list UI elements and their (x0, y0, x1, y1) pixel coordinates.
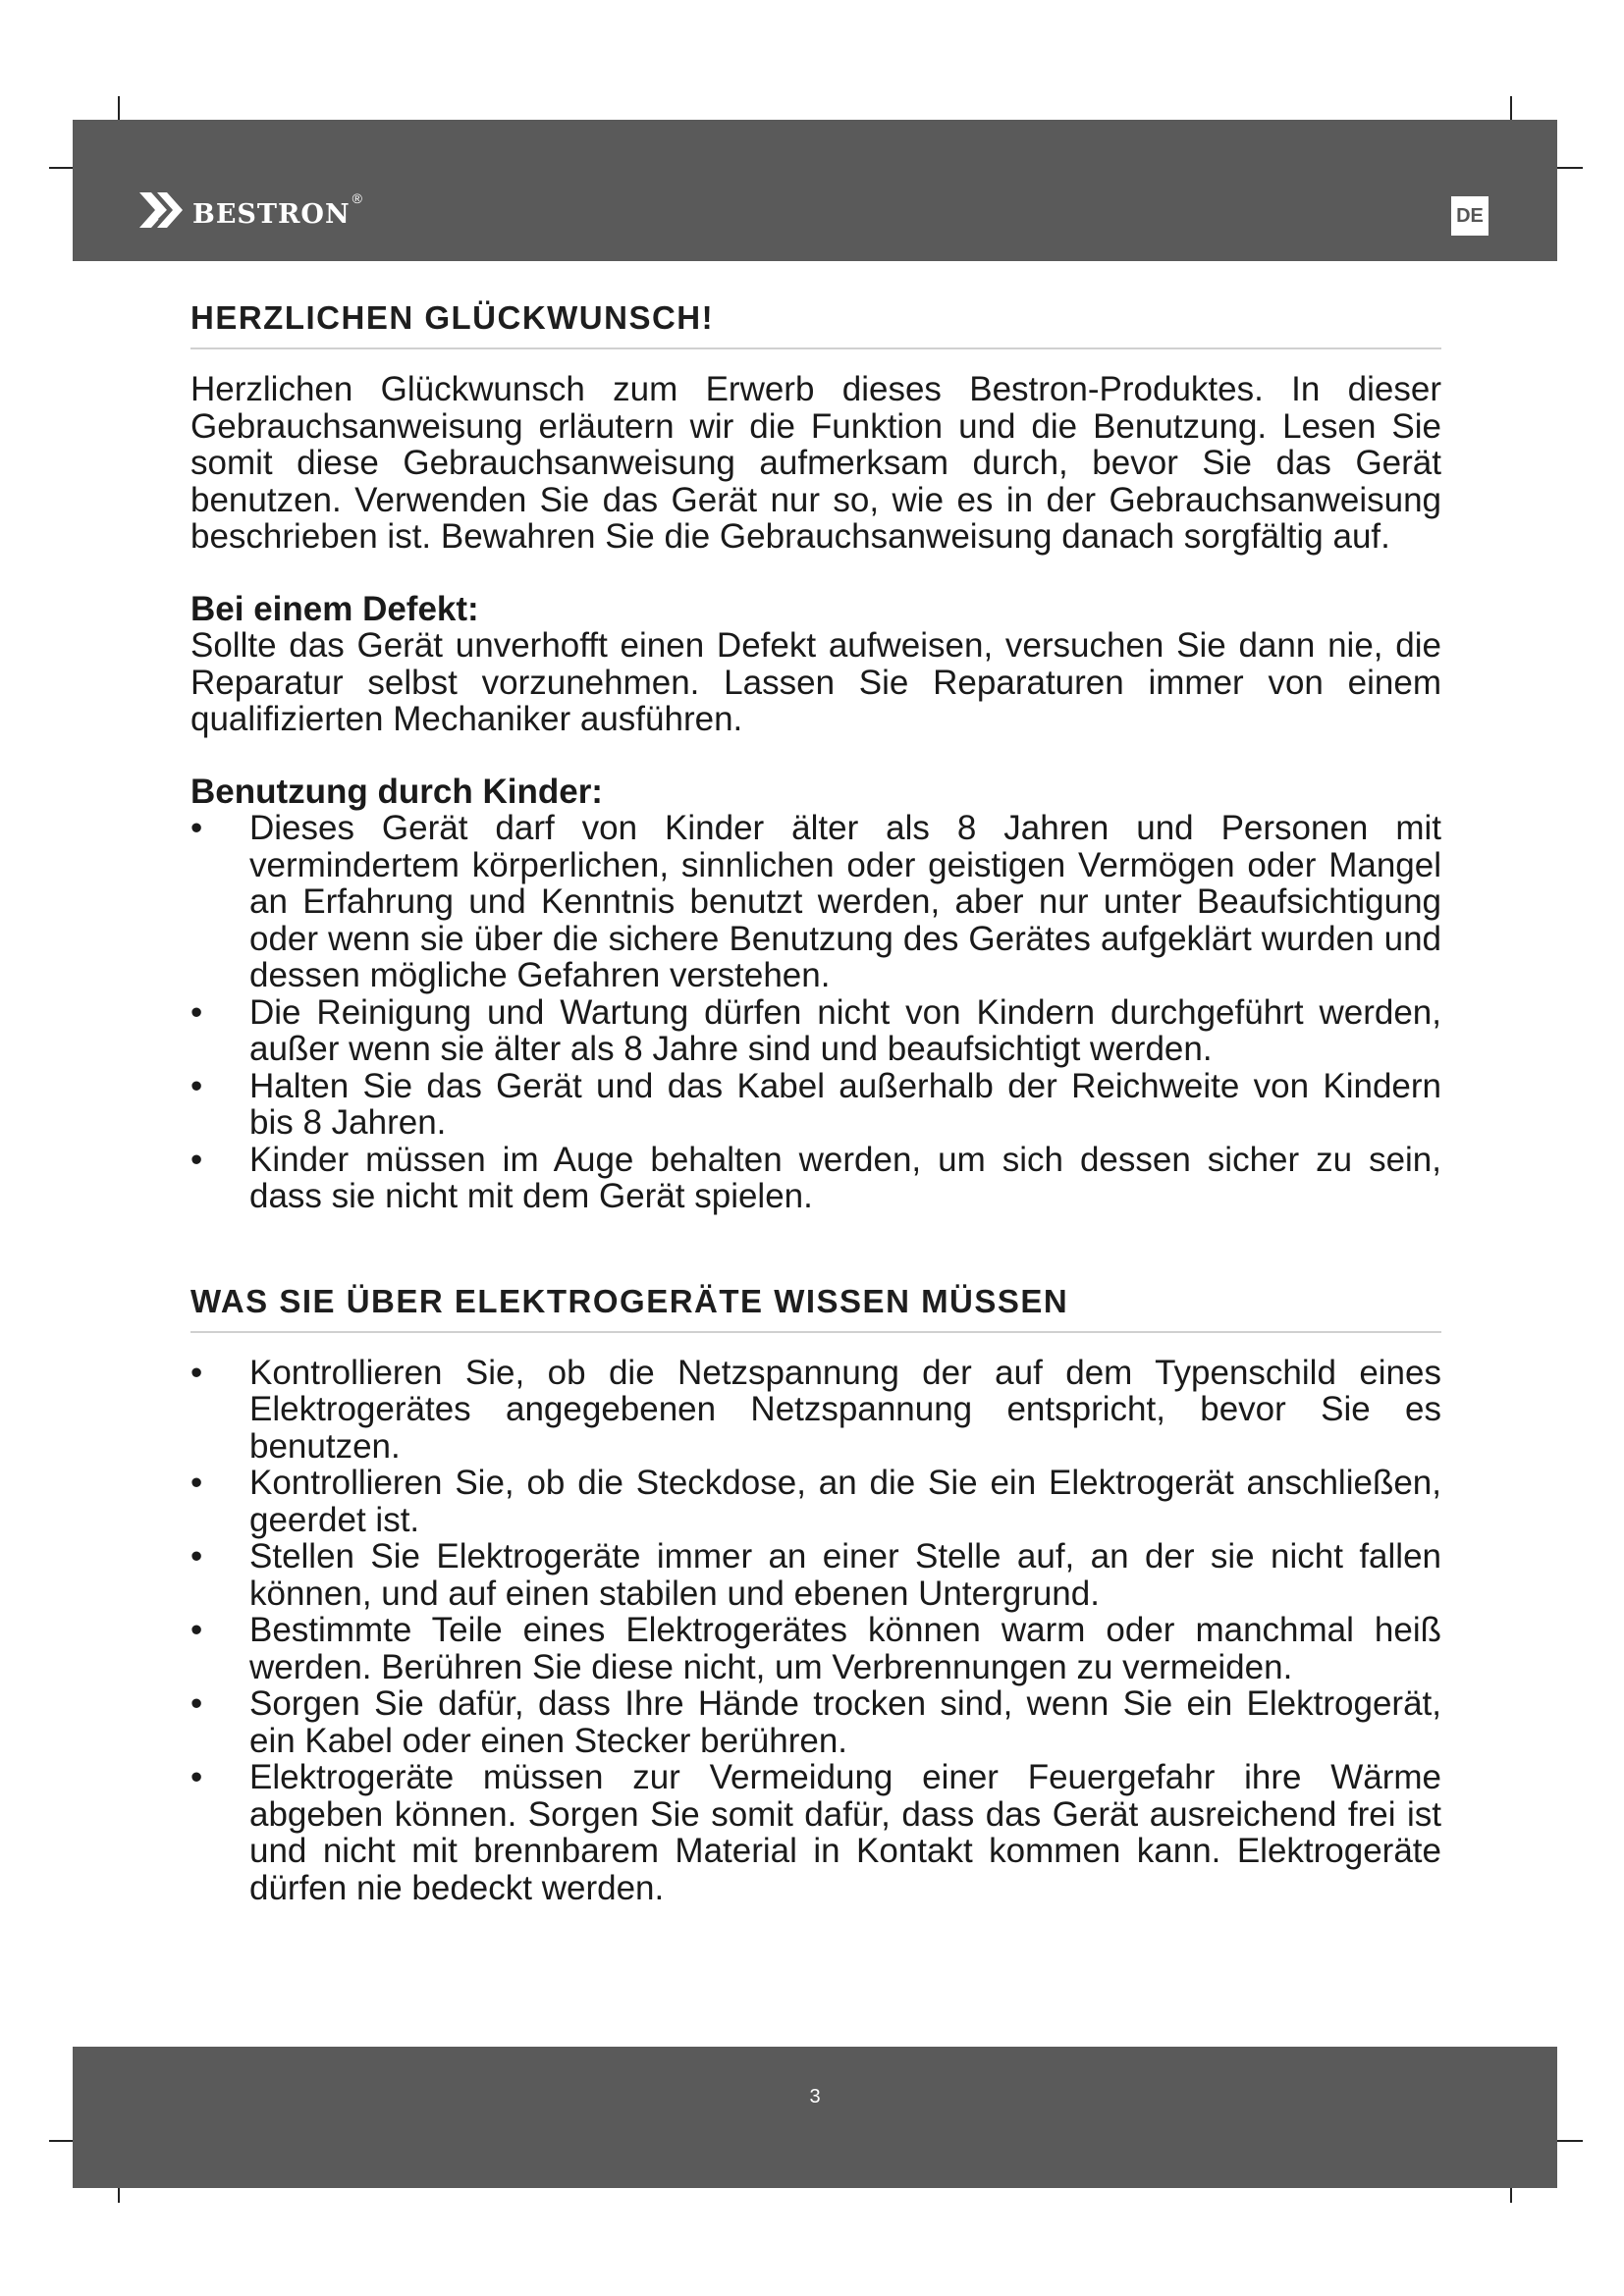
list-item: • Kinder müssen im Auge behalten werden, um sich dessen sicher zu sein, dass sie nicht mit dem Gerät spielen. (190, 1140, 1441, 1215)
list-item: • Dieses Gerät darf von Kinder älter als 8 Jahren und Personen mit vermindertem körperlichen, sinnlichen oder geistigen Vermögen oder Mangel an Erfahrung und Kenntnis benutzt werden, aber nur unter Beaufsichtigung oder wenn sie über die sichere Benutzung des Gerätes aufgeklärt wurden und dessen mögliche Gefahren verstehen. (190, 809, 1441, 994)
section-title-electrical: WAS SIE ÜBER ELEKTROGERÄTE WISSEN MÜSSEN (190, 1282, 1069, 1319)
defect-paragraph: Sollte das Gerät unverhofft einen Defekt aufweisen, versuchen Sie dann nie, die Reparatur selbst vorzunehmen. Lassen Sie Reparaturen immer von einem qualifizierten Mechaniker ausführen. (190, 626, 1441, 738)
list-item: • Halten Sie das Gerät und das Kabel außerhalb der Reichweite von Kindern bis 8 Jahren. (190, 1066, 1441, 1142)
footer-bar (73, 2047, 1557, 2188)
list-item: • Kontrollieren Sie, ob die Steckdose, an die Sie ein Elektrogerät anschließen, geerdet ist. (190, 1464, 1441, 1539)
page-content (190, 296, 1441, 1906)
list-item: • Stellen Sie Elektrogeräte immer an einer Stelle auf, an der sie nicht fallen können, und auf einen stabilen und ebenen Untergrund. (190, 1537, 1441, 1613)
electrical-list (190, 1355, 1441, 1907)
list-item: • Die Reinigung und Wartung dürfen nicht von Kindern durchgeführt werden, außer wenn sie älter als 8 Jahre sind und beaufsichtigt werden. (190, 992, 1441, 1068)
page-number: 3 (809, 2086, 821, 2108)
section-divider (190, 1331, 1441, 1333)
language-badge: DE (1451, 196, 1489, 236)
section-title-congratulations: HERZLICHEN GLÜCKWUNSCH! (190, 299, 715, 336)
children-heading: Benutzung durch Kinder: (190, 772, 603, 811)
brand-name: bestron (192, 187, 351, 232)
defect-heading: Bei einem Defekt: (190, 589, 479, 628)
children-list (190, 810, 1441, 1215)
header-bar (73, 120, 1557, 261)
list-item: • Sorgen Sie dafür, dass Ihre Hände trocken sind, wenn Sie ein Elektrogerät, ein Kabel oder einen Stecker berühren. (190, 1684, 1441, 1760)
registered-mark: ® (352, 190, 362, 206)
intro-paragraph: Herzlichen Glückwunsch zum Erwerb dieses Bestron-Produktes. In dieser Gebrauchsanweisung erläutern wir die Funktion und die Benutzung. Lesen Sie somit diese Gebrauchsanweisung aufmerksam durch, bevor Sie das Gerät benutzen. Verwenden Sie das Gerät nur so, wie es in der Gebrauchsanweisung beschrieben ist. Bewahren Sie die Gebrauchsanweisung danach sorgfältig auf. (190, 370, 1441, 556)
chevron-stripes-icon (137, 190, 187, 230)
list-item: • Elektrogeräte müssen zur Vermeidung einer Feuergefahr ihre Wärme abgeben können. Sorgen Sie somit dafür, dass das Gerät ausreichend frei ist und nicht mit brennbarem Material in Kontakt kommen kann. Elektrogeräte dürfen nie bedeckt werden. (190, 1758, 1441, 1907)
list-item: • Kontrollieren Sie, ob die Netzspannung der auf dem Typenschild eines Elektrogerätes angegebenen Netzspannung entspricht, bevor Sie es benutzen. (190, 1353, 1441, 1466)
section-divider (190, 347, 1441, 349)
list-item: • Bestimmte Teile eines Elektrogerätes können warm oder manchmal heiß werden. Berühren Sie diese nicht, um Verbrennungen zu vermeiden. (190, 1611, 1441, 1686)
bestron-logo (137, 187, 362, 232)
